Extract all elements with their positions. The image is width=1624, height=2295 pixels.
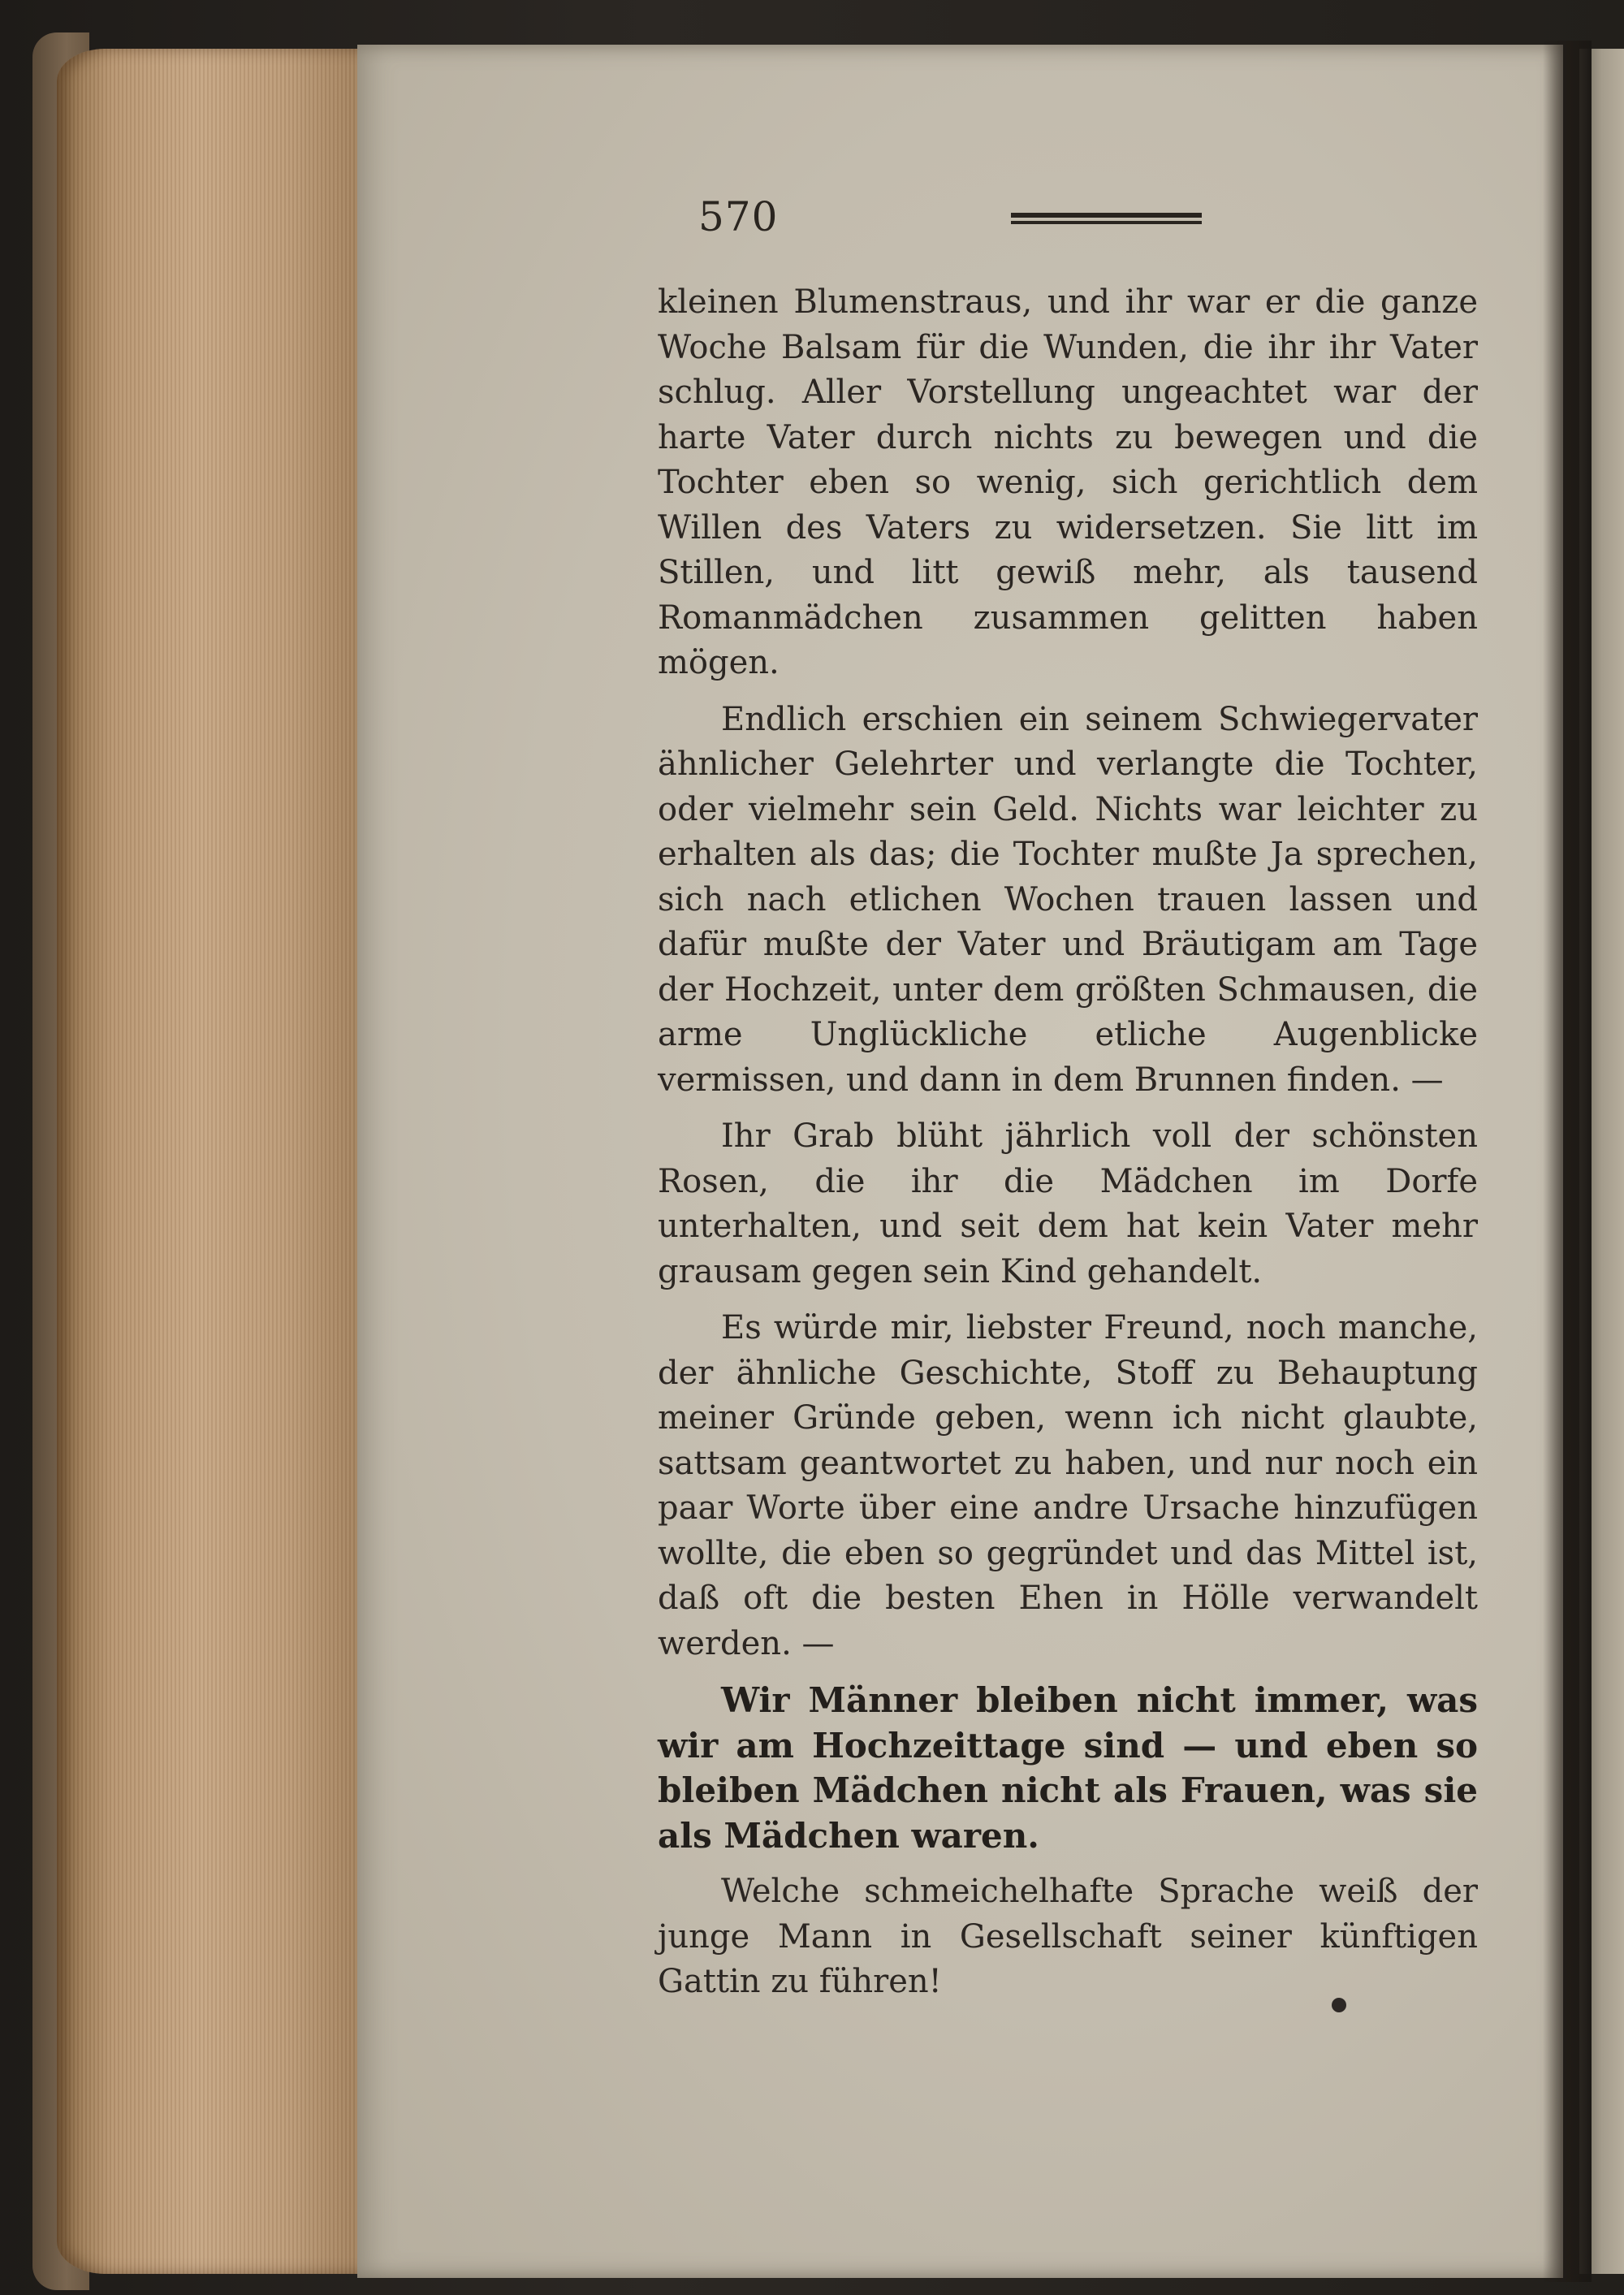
paragraph-2: Endlich erschien ein seinem Schwiegervater ähnlicher Gelehrter und verlangte die Tochter, oder vielmehr sein Geld. Nichts war leichter zu erhalten als das; die Tochter mußte Ja sprechen, sich nach etlichen Wochen trauen lassen und dafür mußte der Vater und Bräutigam am Tage der Hochzeit, unter dem größten Schmausen, die arme Unglückliche etliche Augenblicke vermissen, und dann in dem Brunnen finden. — [658,700,1478,1099]
page-number: 570 [698,193,779,240]
paragraph-1: kleinen Blumenstraus, und ihr war er die ganze Woche Balsam für die Wunden, die ihr ihr Vater schlug. Aller Vorstellung ungeachtet war der harte Vater durch nichts zu bewegen und die Tochter eben so wenig, sich gerichtlich dem Willen des Vaters zu widersetzen. Sie litt im Stillen, und litt gewiß mehr, als tausend Romanmädchen zusammen gelitten haben mögen. [658,283,1478,681]
page-fore-edge [57,49,365,2274]
paragraph-3: Ihr Grab blüht jährlich voll der schönsten Rosen, die ihr die Mädchen im Dorfe unterhalten, und seit dem hat kein Vater mehr grausam gegen sein Kind gehandelt. [658,1117,1478,1290]
paragraph-6: Welche schmeichelhafte Sprache weiß der junge Mann in Gesellschaft seiner künftigen Gattin zu führen! [658,1873,1478,2000]
ink-spot [1332,1998,1346,2012]
gutter-shadow [1543,41,1592,2282]
paragraph-4: Es würde mir, liebster Freund, noch manche, der ähnliche Geschichte, Stoff zu Behauptung meiner Gründe geben, wenn ich nicht glaubte, sattsam geantwortet zu haben, und nur noch ein paar Worte über eine andre Ursache hinzufügen wollte, die eben so gegründet und das Mittel ist, daß oft die besten Ehen in Hölle verwandelt werden. — [658,1309,1478,1662]
body-text [658,280,1478,2005]
header-rule [1011,213,1202,224]
paragraph-5-emphasis: Wir Männer bleiben nicht immer, was wir am Hochzeittage sind — und eben so bleiben Mädchen nicht als Frauen, was sie als Mädchen waren. [658,1680,1478,1856]
